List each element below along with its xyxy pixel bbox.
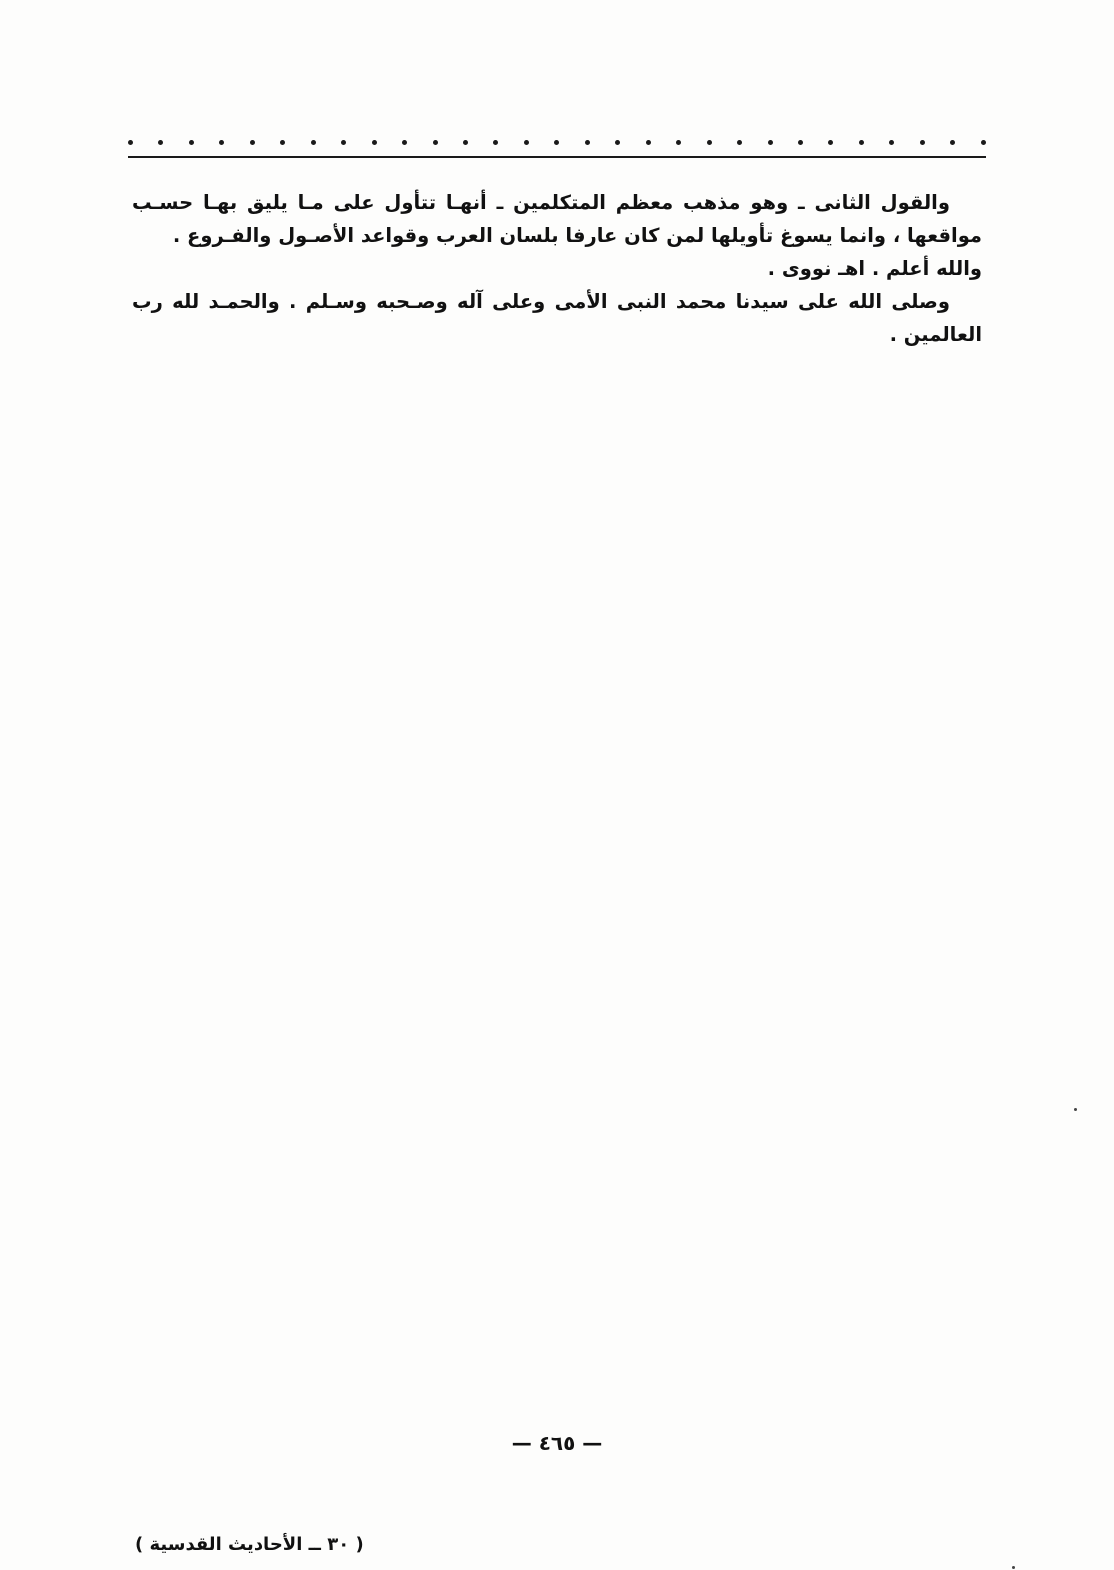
paragraph: والقول الثانى ـ وهو مذهب معظم المتكلمين ـ أنهـا تتأول على مـا يليق بهـا حسـب مواقعها ، وانما يسوغ تأويلها لمن كان عارفا بلسان العرب وقواعد الأصـول والفـروع . [132, 191, 982, 247]
body-text [132, 186, 982, 351]
paragraph: وصلى الله على سيدنا محمد النبى الأمى وعلى آله وصـحبه وسـلم . والحمـد لله رب العالمين . [132, 290, 982, 346]
header-dot-leader [128, 137, 986, 147]
scan-speck [1012, 1566, 1015, 1569]
paragraph: والله أعلم . اهـ نووى . [767, 257, 982, 280]
header-rule [128, 156, 986, 158]
footer-signature: ( ٣٠ ــ الأحاديث القدسية ) [135, 1534, 364, 1555]
page-number: — ٤٦٥ — [511, 1431, 603, 1455]
scan-speck [1074, 1108, 1077, 1111]
